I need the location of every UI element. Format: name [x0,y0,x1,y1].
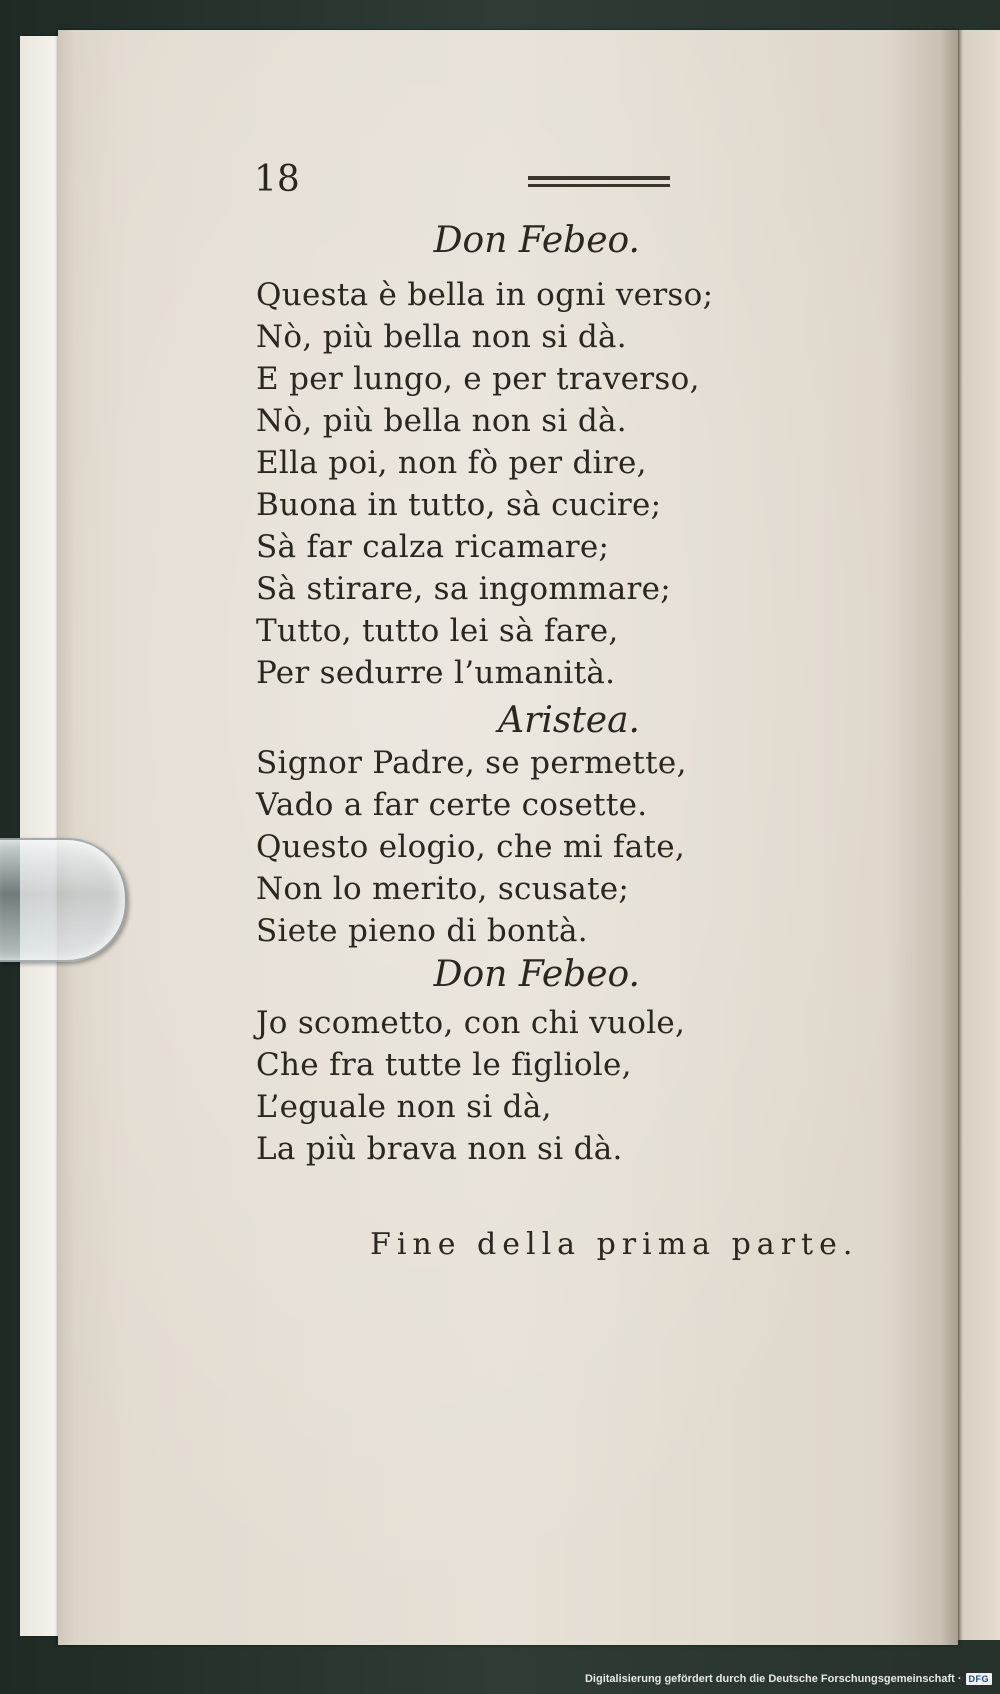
verse-line: Tutto, tutto lei sà fare, [256,613,619,649]
verse-line: Non lo merito, scusate; [256,871,630,907]
verse-line: Ella poi, non fò per dire, [256,445,647,481]
verse-block [256,742,687,952]
dfg-logo-icon: DFG [966,1673,993,1685]
verse-line: Jo scometto, con chi vuole, [256,1005,686,1041]
verse-line: La più brava non si dà. [256,1131,623,1167]
verse-line: Vado a far certe cosette. [256,787,648,823]
book-page [58,30,958,1645]
verse-block [256,274,713,694]
verse-line: Nò, più bella non si dà. [256,403,627,439]
glass-page-clip [0,838,127,962]
verse-line: Per sedurre l’umanità. [256,655,616,691]
page-number: 18 [254,159,300,200]
speaker-name: Don Febeo. [433,954,640,995]
verse-line: Questo elogio, che mi fate, [256,829,686,865]
end-note: Fine della prima parte. [370,1227,859,1262]
header-rule [528,176,670,189]
verse-line: Buona in tutto, sà cucire; [256,487,662,523]
verse-line: Nò, più bella non si dà. [256,319,627,355]
verse-line: Questa è bella in ogni verso; [256,277,714,313]
next-page-edge [958,30,1000,1640]
verse-line: Che fra tutte le figliole, [256,1047,632,1083]
verse-line: E per lungo, e per traverso, [256,361,700,397]
verse-line: Signor Padre, se permette, [256,745,687,781]
verse-line: Sà far calza ricamare; [256,529,610,565]
verse-line: L’eguale non si dà, [256,1089,552,1125]
credit-text: Digitalisierung gefördert durch die Deutsche Forschungsgemeinschaft · [584,1673,962,1685]
speaker-name: Don Febeo. [433,220,640,261]
digitization-credit [585,1668,992,1690]
verse-block [256,1002,685,1170]
verse-line: Sà stirare, sa ingommare; [256,571,672,607]
speaker-name: Aristea. [498,700,640,741]
verse-line: Siete pieno di bontà. [256,913,588,949]
